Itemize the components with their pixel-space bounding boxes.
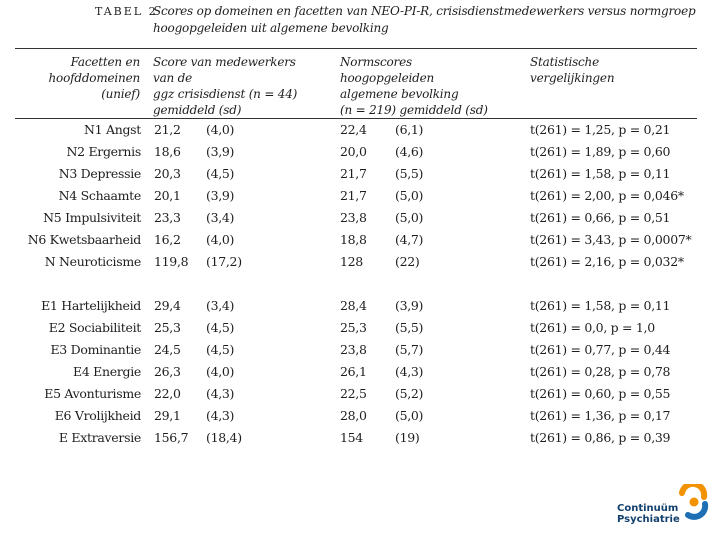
- table-row: [0, 144, 720, 164]
- row-label: N6 Kwetsbaarheid: [27, 232, 141, 247]
- header-norm-line3: (n = 219) gemiddeld (sd): [340, 103, 488, 117]
- statistic: t(261) = 1,25, p = 0,21: [530, 122, 671, 137]
- statistic: t(261) = 3,43, p = 0,0007*: [530, 232, 692, 247]
- row-label: N1 Angst: [84, 122, 141, 137]
- norm-mean: 20,0: [340, 144, 367, 159]
- header-staff-line2: ggz crisisdienst (n = 44): [153, 87, 298, 101]
- staff-sd: (3,9): [206, 188, 235, 203]
- norm-mean: 21,7: [340, 166, 367, 181]
- table-row: [0, 364, 720, 384]
- staff-sd: (4,3): [206, 408, 235, 423]
- statistic: t(261) = 2,00, p = 0,046*: [530, 188, 684, 203]
- staff-mean: 21,2: [154, 122, 181, 137]
- staff-mean: 24,5: [154, 342, 181, 357]
- staff-mean: 20,3: [154, 166, 181, 181]
- staff-sd: (4,3): [206, 386, 235, 401]
- norm-sd: (4,7): [395, 232, 424, 247]
- norm-mean: 23,8: [340, 342, 367, 357]
- row-label: E4 Energie: [73, 364, 141, 379]
- norm-mean: 22,5: [340, 386, 367, 401]
- staff-sd: (4,0): [206, 364, 235, 379]
- table-row: [0, 386, 720, 406]
- norm-mean: 22,4: [340, 122, 367, 137]
- norm-sd: (5,5): [395, 166, 424, 181]
- norm-sd: (5,7): [395, 342, 424, 357]
- row-label: E Extraversie: [58, 430, 141, 445]
- norm-sd: (19): [395, 430, 420, 445]
- table-row: [0, 122, 720, 142]
- row-label: E3 Dominantie: [50, 342, 141, 357]
- statistic: t(261) = 1,89, p = 0,60: [530, 144, 671, 159]
- norm-sd: (4,6): [395, 144, 424, 159]
- norm-mean: 23,8: [340, 210, 367, 225]
- table-label: TABEL 2: [95, 5, 158, 18]
- row-label: E2 Sociabiliteit: [48, 320, 141, 335]
- statistic: t(261) = 1,36, p = 0,17: [530, 408, 671, 423]
- logo-line1: Continuüm: [617, 503, 679, 514]
- statistic: t(261) = 1,58, p = 0,11: [530, 166, 671, 181]
- staff-mean: 119,8: [154, 254, 189, 269]
- logo-line2: Psychiatrie: [617, 514, 680, 525]
- row-label: E6 Vrolijkheid: [54, 408, 141, 423]
- row-label: E5 Avonturisme: [44, 386, 141, 401]
- table-row: [0, 408, 720, 428]
- table-row: [0, 298, 720, 318]
- norm-mean: 154: [340, 430, 363, 445]
- norm-sd: (6,1): [395, 122, 424, 137]
- row-label: N3 Depressie: [58, 166, 141, 181]
- statistic: t(261) = 0,77, p = 0,44: [530, 342, 671, 357]
- table-row: [0, 166, 720, 186]
- staff-sd: (4,5): [206, 320, 235, 335]
- table-row: [0, 254, 720, 274]
- staff-sd: (4,0): [206, 122, 235, 137]
- statistic: t(261) = 0,0, p = 1,0: [530, 320, 655, 335]
- staff-sd: (4,0): [206, 232, 235, 247]
- norm-mean: 18,8: [340, 232, 367, 247]
- norm-sd: (22): [395, 254, 420, 269]
- header-norm-line2: algemene bevolking: [340, 87, 459, 101]
- statistic: t(261) = 0,28, p = 0,78: [530, 364, 671, 379]
- header-facets: [17, 54, 140, 102]
- table-row: [0, 342, 720, 362]
- statistic: t(261) = 1,58, p = 0,11: [530, 298, 671, 313]
- staff-sd: (3,4): [206, 210, 235, 225]
- top-rule: [15, 48, 697, 49]
- norm-mean: 28,4: [340, 298, 367, 313]
- staff-sd: (3,4): [206, 298, 235, 313]
- norm-sd: (4,3): [395, 364, 424, 379]
- norm-mean: 128: [340, 254, 363, 269]
- header-staff-scores: [153, 54, 303, 118]
- norm-sd: (5,0): [395, 188, 424, 203]
- header-facets-line1: Facetten en hoofddomeinen: [48, 55, 140, 85]
- staff-mean: 156,7: [154, 430, 189, 445]
- row-label: N Neuroticisme: [44, 254, 141, 269]
- norm-sd: (5,2): [395, 386, 424, 401]
- header-norm-scores: [340, 54, 500, 118]
- staff-sd: (18,4): [206, 430, 242, 445]
- staff-mean: 20,1: [154, 188, 181, 203]
- header-staff-line3: gemiddeld (sd): [153, 103, 242, 117]
- norm-mean: 25,3: [340, 320, 367, 335]
- norm-mean: 21,7: [340, 188, 367, 203]
- header-facets-line2: (unief): [101, 87, 140, 101]
- table-row: [0, 320, 720, 340]
- norm-sd: (5,0): [395, 408, 424, 423]
- norm-mean: 28,0: [340, 408, 367, 423]
- norm-sd: (5,5): [395, 320, 424, 335]
- staff-mean: 29,1: [154, 408, 181, 423]
- row-label: N2 Ergernis: [66, 144, 141, 159]
- statistic: t(261) = 0,60, p = 0,55: [530, 386, 671, 401]
- table-caption: Scores op domeinen en facetten van NEO-PI-R, crisisdienstmedewerkers versus normgroep hoogopgeleiden uit algemene bevolking: [153, 4, 696, 35]
- staff-sd: (4,5): [206, 166, 235, 181]
- staff-mean: 22,0: [154, 386, 181, 401]
- header-staff-line1: Score van medewerkers van de: [153, 55, 296, 85]
- table-row: [0, 430, 720, 450]
- norm-sd: (3,9): [395, 298, 424, 313]
- row-label: E1 Hartelijkheid: [41, 298, 141, 313]
- table-row: [0, 210, 720, 230]
- statistic: t(261) = 0,66, p = 0,51: [530, 210, 671, 225]
- norm-sd: (5,0): [395, 210, 424, 225]
- header-statistics: Statistische vergelijkingen: [530, 55, 615, 85]
- header-norm-line1: Normscores hoogopgeleiden: [340, 55, 435, 85]
- staff-mean: 29,4: [154, 298, 181, 313]
- staff-mean: 25,3: [154, 320, 181, 335]
- header-rule: [15, 118, 697, 119]
- row-label: N5 Impulsiviteit: [43, 210, 141, 225]
- norm-mean: 26,1: [340, 364, 367, 379]
- staff-sd: (4,5): [206, 342, 235, 357]
- row-label: N4 Schaamte: [58, 188, 141, 203]
- table-row: [0, 188, 720, 208]
- staff-mean: 18,6: [154, 144, 181, 159]
- statistic: t(261) = 0,86, p = 0,39: [530, 430, 671, 445]
- staff-mean: 16,2: [154, 232, 181, 247]
- table-row: [0, 232, 720, 252]
- staff-sd: (3,9): [206, 144, 235, 159]
- staff-mean: 23,3: [154, 210, 181, 225]
- statistic: t(261) = 2,16, p = 0,032*: [530, 254, 684, 269]
- staff-mean: 26,3: [154, 364, 181, 379]
- staff-sd: (17,2): [206, 254, 242, 269]
